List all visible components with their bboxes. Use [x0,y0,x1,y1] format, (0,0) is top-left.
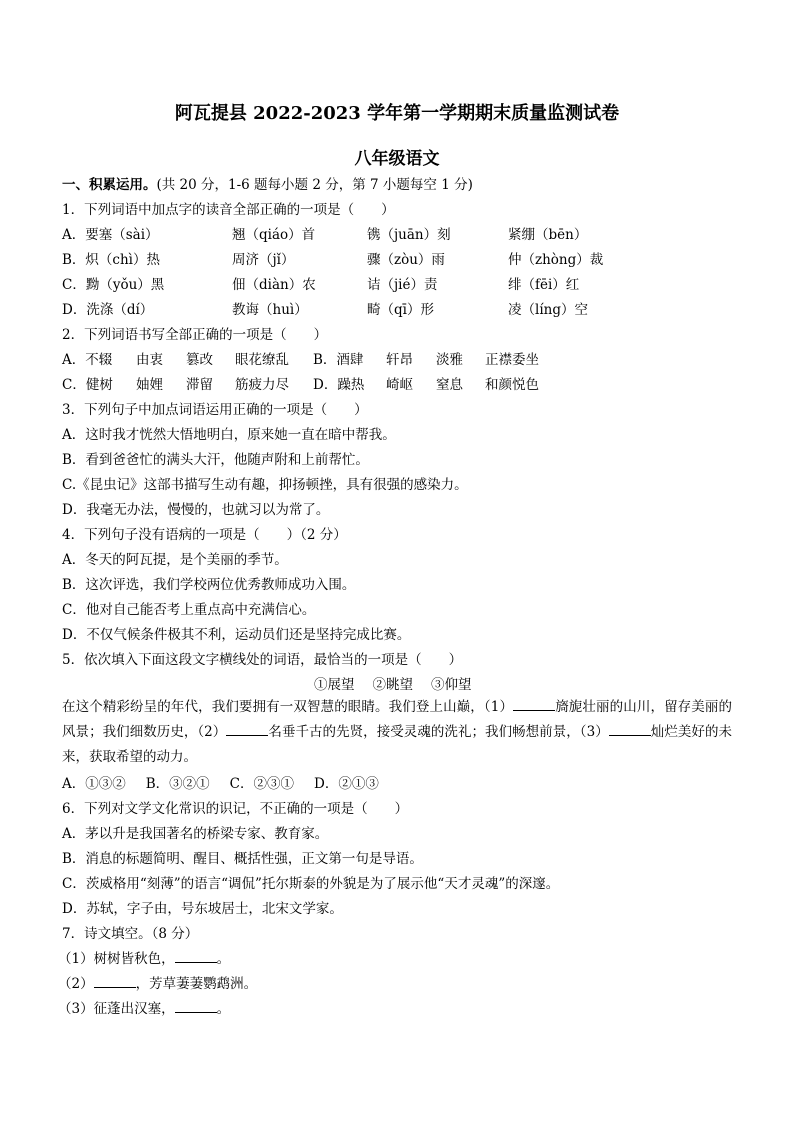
q1-cell: 凌（líng）空 [508,302,588,318]
section-note: (共 20 分，1-6 题每小题 2 分，第 7 小题每空 1 分) [156,177,473,193]
q2-word: A．不辍 [62,352,113,368]
q5-passage-part: 名垂千古的先贤，接受灵魂的洗礼；我们畅想前景，（3） [268,724,609,740]
q5-passage-part: 旖旎壮丽的山川，留存美丽的风景；我们细数历史，（2） [62,699,733,740]
q7-item-post: 。 [216,1001,231,1017]
q1-cell: 仲（zhòng）裁 [508,252,604,268]
q5-option: B．③②① [145,776,210,792]
q1-cell: C．黝（yǒu）黑 [62,277,165,293]
q1-cell: 骤（zòu）雨 [367,252,445,268]
q1-cell: 绯（fēi）红 [508,277,580,293]
q2-word: 崎岖 [386,377,413,393]
q7-item [58,1000,230,1018]
q2-stem: 2．下列词语书写全部正确的一项是（ ） [62,327,328,343]
q5-options [62,775,399,793]
q2-word: 由衷 [136,352,163,368]
q3-option-c: C.《昆虫记》这部书描写生动有趣，抑扬顿挫，具有很强的感染力。 [62,477,468,493]
answer-blank[interactable] [609,723,651,736]
q5-option: C．②③① [229,776,295,792]
q1-cell: 紧绷（bēn） [508,227,588,243]
q1-cell: D．洗涤（dí） [62,302,154,318]
q7-item [58,950,230,968]
q3-option-d: D．我毫无办法，慢慢的，也就习以为常了。 [62,502,330,518]
q2-word: 妯娌 [136,377,163,393]
q4-stem: 4．下列句子没有语病的一项是（ ）（2 分） [62,527,347,543]
q7-item-pre: （2） [58,976,94,992]
q5-word: ①展望 [314,677,355,693]
q4-option-d: D．不仅气候条件极其不利，运动员们还是坚持完成比赛。 [62,627,411,643]
exam-subtitle: 八年级语文 [354,149,440,169]
q5-passage [62,695,732,770]
q3-stem: 3．下列句子中加点词语运用正确的一项是（ ） [62,402,368,418]
q1-cell: 佃（diàn）农 [232,277,316,293]
q7-item-pre: （3）征蓬出汉塞， [58,1001,175,1017]
q2-word: C．健树 [62,377,113,393]
q5-option: A．①③② [62,776,126,792]
q2-word: B．酒肆 [313,352,364,368]
section-heading [62,176,473,194]
answer-blank[interactable] [175,950,217,963]
q7-item [58,975,257,993]
q2-word: 和颜悦色 [485,377,539,393]
q2-word: 筋疲力尽 [235,377,289,393]
answer-blank[interactable] [513,698,555,711]
q2-word: 眼花缭乱 [235,352,289,368]
q6-option-c: C．茨威格用“刻薄”的语言“调侃”托尔斯泰的外貌是为了展示他“天才灵魂”的深邃。 [62,876,560,892]
q4-option-a: A．冬天的阿瓦提，是个美丽的季节。 [62,552,288,568]
q1-cell: B．炽（chì）热 [62,252,160,268]
q6-stem: 6．下列对文学文化常识的识记，不正确的一项是（ ） [62,801,409,817]
section-title: 一、积累运用。 [62,177,157,193]
q2-word: 正襟委坐 [485,352,539,368]
q2-word: 轩昂 [386,352,413,368]
q2-word: 窒息 [436,377,463,393]
q5-word: ②眺望 [372,677,413,693]
q2-word: 篡改 [186,352,213,368]
q1-cell: 镌（juān）刻 [367,227,451,243]
q1-cell: 诘（jié）责 [367,277,438,293]
q2-word: 淡雅 [436,352,463,368]
exam-title: 阿瓦提县 2022-2023 学年第一学期期末质量监测试卷 [174,103,620,124]
q5-option: D．②①③ [314,776,379,792]
q5-passage-part: 在这个精彩纷呈的年代，我们要拥有一双智慧的眼睛。我们登上山巅，（1） [62,699,514,715]
q3-option-b: B．看到爸爸忙的满头大汗，他随声附和上前帮忙。 [62,452,369,468]
q1-cell: 翘（qiáo）首 [232,227,316,243]
q1-cell: 周济（jǐ） [232,252,295,268]
q7-item-post: ，芳草萋萋鹦鹉洲。 [135,976,258,992]
q5-stem: 5．依次填入下面这段文字横线处的词语，最恰当的一项是（ ） [62,652,463,668]
q1-cell: A．要塞（sài） [62,227,159,243]
q1-cell: 畸（qī）形 [367,302,434,318]
q6-option-b: B．消息的标题简明、醒目、概括性强，正文第一句是导语。 [62,851,423,867]
q1-cell: 教诲（huì） [232,302,308,318]
q4-option-c: C．他对自己能否考上重点高中充满信心。 [62,602,316,618]
q6-option-d: D．苏轼，字子由，号东坡居士，北宋文学家。 [62,901,343,917]
q6-option-a: A．茅以升是我国著名的桥梁专家、教育家。 [62,826,329,842]
q5-passage-part: 灿烂美好的未来，获取希望的动力。 [62,724,733,765]
q3-option-a: A．这时我才恍然大悟地明白，原来她一直在暗中帮我。 [62,427,396,443]
q2-word: 滞留 [186,377,213,393]
q5-word: ③仰望 [431,677,472,693]
answer-blank[interactable] [175,1000,217,1013]
answer-blank[interactable] [226,723,268,736]
q1-stem: 1．下列词语中加点字的读音全部正确的一项是（ ） [62,202,395,218]
q5-word-bank [314,676,472,694]
q4-option-b: B．这次评选，我们学校两位优秀教师成功入围。 [62,577,356,593]
q7-item-pre: （1）树树皆秋色， [58,951,175,967]
q7-stem: 7．诗文填空。（8 分） [62,926,199,942]
q7-item-post: 。 [216,951,231,967]
answer-blank[interactable] [94,975,136,988]
q2-word: D．躁热 [313,377,365,393]
